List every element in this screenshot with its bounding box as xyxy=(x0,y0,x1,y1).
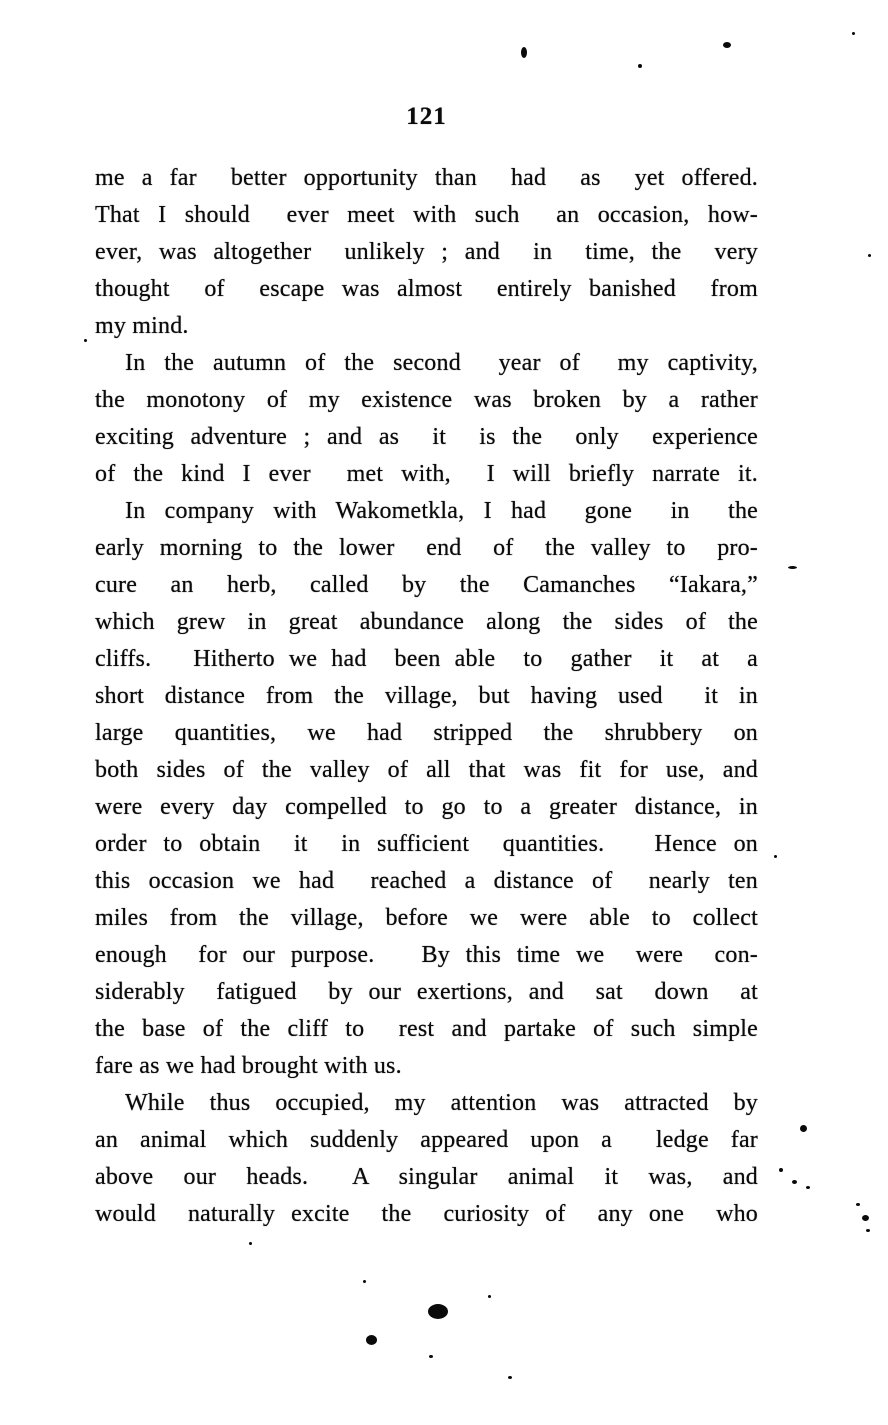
ink-speck xyxy=(521,47,527,58)
text-line: In company with Wakometkla, I had gone in the xyxy=(125,498,758,524)
text-line: would naturally excite the curiosity of any one who xyxy=(95,1201,758,1227)
text-line: an animal which suddenly appeared upon a ledge far xyxy=(95,1127,758,1153)
ink-speck xyxy=(638,64,642,68)
ink-speck xyxy=(249,1242,252,1245)
ink-blob xyxy=(366,1335,377,1345)
ink-blob xyxy=(428,1304,448,1319)
text-block xyxy=(95,160,758,1233)
ink-speck xyxy=(788,566,797,569)
ink-speck xyxy=(866,1229,870,1232)
text-line: my mind. xyxy=(95,313,189,339)
ink-speck xyxy=(429,1355,433,1358)
ink-speck xyxy=(488,1295,491,1298)
ink-speck xyxy=(723,42,731,48)
text-line: which grew in great abundance along the sides of the xyxy=(95,609,758,635)
text-line: In the autumn of the second year of my captivity, xyxy=(125,350,758,376)
ink-speck xyxy=(852,32,855,35)
text-line: enough for our purpose. By this time we were con- xyxy=(95,942,758,968)
text-line: of the kind I ever met with, I will briefly narrate it. xyxy=(95,461,758,487)
text-line: were every day compelled to go to a greater distance, in xyxy=(95,794,758,820)
text-line: thought of escape was almost entirely banished from xyxy=(95,276,758,302)
text-line: exciting adventure ; and as it is the only experience xyxy=(95,424,758,450)
text-line: early morning to the lower end of the valley to pro- xyxy=(95,535,758,561)
text-line: both sides of the valley of all that was fit for use, and xyxy=(95,757,758,783)
ink-speck xyxy=(800,1125,807,1132)
ink-speck xyxy=(363,1280,366,1283)
text-line: this occasion we had reached a distance of nearly ten xyxy=(95,868,758,894)
text-line: While thus occupied, my attention was attracted by xyxy=(125,1090,758,1116)
text-line: cliffs. Hitherto we had been able to gather it at a xyxy=(95,646,758,672)
text-line: me a far better opportunity than had as yet offered. xyxy=(95,165,758,191)
text-line: miles from the village, before we were able to collect xyxy=(95,905,758,931)
text-line: the base of the cliff to rest and partake of such simple xyxy=(95,1016,758,1042)
text-line: That I should ever meet with such an occasion, how- xyxy=(95,202,758,228)
text-line: fare as we had brought with us. xyxy=(95,1053,402,1079)
ink-speck xyxy=(508,1376,512,1379)
ink-speck xyxy=(806,1186,810,1189)
text-line: order to obtain it in sufficient quantities. Hence on xyxy=(95,831,758,857)
ink-speck xyxy=(774,855,777,858)
ink-speck xyxy=(779,1168,783,1172)
text-line: short distance from the village, but having used it in xyxy=(95,683,758,709)
text-line: cure an herb, called by the Camanches “Iakara,” xyxy=(95,572,758,598)
ink-speck xyxy=(862,1215,869,1221)
text-line: siderably fatigued by our exertions, and sat down at xyxy=(95,979,758,1005)
text-line: above our heads. A singular animal it was, and xyxy=(95,1164,758,1190)
text-line: the monotony of my existence was broken by a rather xyxy=(95,387,758,413)
ink-speck xyxy=(84,339,87,342)
ink-speck xyxy=(868,254,871,257)
text-line: large quantities, we had stripped the shrubbery on xyxy=(95,720,758,746)
ink-speck xyxy=(792,1180,797,1184)
ink-speck xyxy=(856,1203,860,1206)
text-line: ever, was altogether unlikely ; and in time, the very xyxy=(95,239,758,265)
page-number: 121 xyxy=(406,103,447,130)
